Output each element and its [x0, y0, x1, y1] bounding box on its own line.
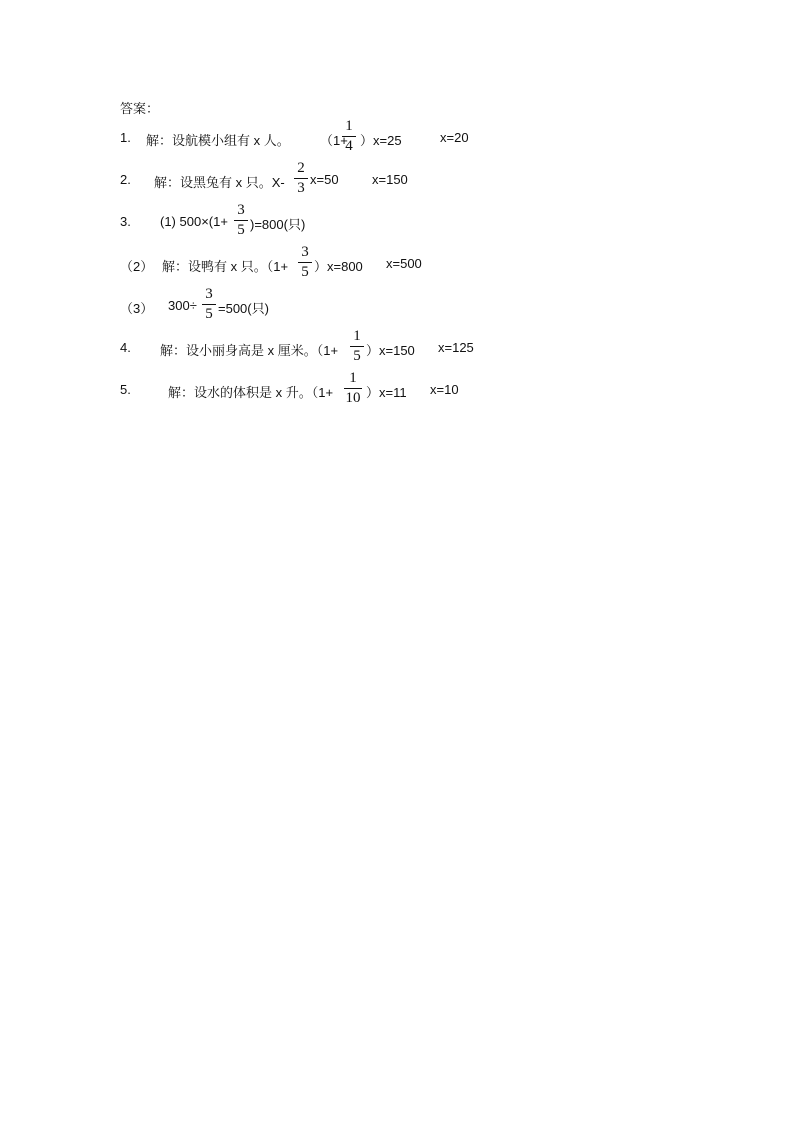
fraction-bar — [294, 178, 308, 179]
answer-3-2-result: x=500 — [386, 256, 422, 271]
fraction-bar — [234, 220, 248, 221]
fraction-bar — [344, 388, 362, 389]
answer-3-3 — [120, 286, 540, 326]
answer-3-number: 3. — [120, 214, 131, 229]
fraction-numerator: 1 — [349, 370, 357, 386]
answer-3-2-setup: 解：设鸭有 x 只。（1+ — [162, 259, 289, 274]
answer-4-result: x=125 — [438, 340, 474, 355]
fraction-numerator: 3 — [205, 286, 213, 302]
answer-1-equation: ）x=25 — [360, 133, 402, 148]
answer-1-open: （1+ — [320, 133, 348, 148]
answer-4-number: 4. — [120, 340, 131, 355]
answer-4 — [120, 328, 540, 368]
answer-3-3-label: （3） — [120, 301, 154, 316]
answer-2-result: x=150 — [372, 172, 408, 187]
fraction-denominator: 5 — [205, 306, 213, 322]
answer-4-setup: 解：设小丽身高是 x 厘米。（1+ — [160, 343, 339, 358]
answer-1-setup: 解：设航模小组有 x 人。 — [146, 133, 290, 148]
answer-2-number: 2. — [120, 172, 131, 187]
fraction-denominator: 5 — [237, 222, 245, 238]
answer-1 — [120, 118, 540, 158]
answer-1-number: 1. — [120, 130, 131, 145]
answer-5-result: x=10 — [430, 382, 459, 397]
fraction-denominator: 10 — [345, 390, 361, 406]
fraction-numerator: 2 — [297, 160, 305, 176]
answer-3 — [120, 202, 540, 242]
fraction-denominator: 4 — [345, 138, 353, 154]
fraction-denominator: 5 — [353, 348, 361, 364]
fraction-numerator: 1 — [353, 328, 361, 344]
answer-3-3-result: =500(只) — [218, 301, 269, 316]
fraction-numerator: 3 — [237, 202, 245, 218]
answer-3-2-label: （2） — [120, 259, 154, 274]
fraction-numerator: 1 — [345, 118, 353, 134]
answer-5-setup: 解：设水的体积是 x 升。（1+ — [168, 385, 334, 400]
answer-heading: 答案： — [120, 101, 160, 116]
fraction-numerator: 3 — [301, 244, 309, 260]
answer-2-equation: x=50 — [310, 172, 339, 187]
answer-5 — [120, 370, 540, 410]
answer-2-setup: 解：设黑兔有 x 只。X- — [154, 175, 285, 190]
fraction-bar — [342, 136, 356, 137]
fraction-bar — [298, 262, 312, 263]
answer-2 — [120, 160, 540, 200]
answer-4-equation: ）x=150 — [366, 343, 415, 358]
fraction-bar — [350, 346, 364, 347]
fraction-bar — [202, 304, 216, 305]
answer-5-equation: ）x=11 — [366, 385, 407, 400]
answer-3-2-equation: ）x=800 — [314, 259, 363, 274]
fraction-denominator: 3 — [297, 180, 305, 196]
answer-3-part-1: (1) 500×(1+ — [160, 214, 228, 229]
answer-3-2 — [120, 244, 540, 284]
fraction-denominator: 5 — [301, 264, 309, 280]
answer-1-result: x=20 — [440, 130, 469, 145]
answer-3-3-expression: 300÷ — [168, 298, 197, 313]
answer-5-number: 5. — [120, 382, 131, 397]
answer-3-result: )=800(只) — [250, 217, 306, 232]
